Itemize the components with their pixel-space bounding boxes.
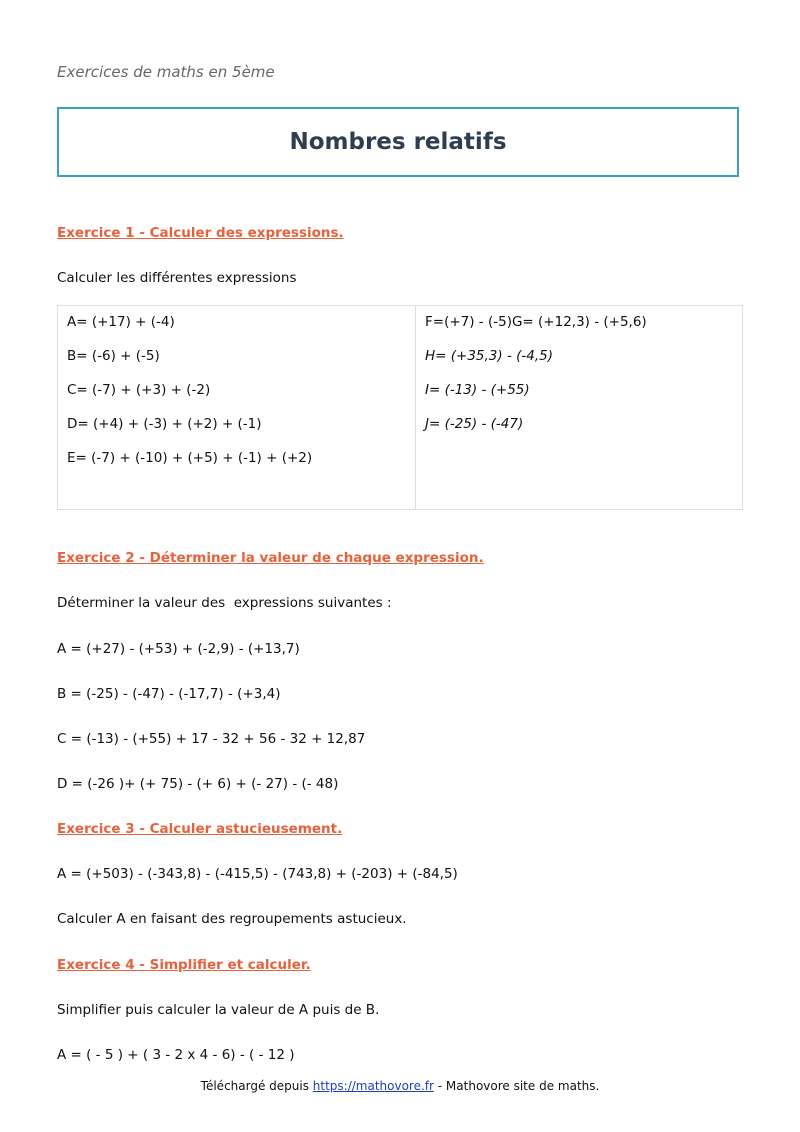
exercise-1-title: Exercice 1 - Calculer des expressions. bbox=[57, 225, 344, 241]
expression-b: B= (-6) + (-5) bbox=[67, 348, 160, 364]
exercise-1-table bbox=[57, 305, 743, 510]
exercise-4-instruction: Simplifier puis calculer la valeur de A puis de B. bbox=[57, 1002, 380, 1018]
footer-link[interactable]: https://mathovore.fr bbox=[312, 1079, 434, 1093]
expression-j: J= (-25) - (-47) bbox=[425, 416, 524, 432]
exercise-3-instruction: Calculer A en faisant des regroupements astucieux. bbox=[57, 911, 407, 927]
exercise-1-right-column bbox=[416, 306, 742, 509]
footer bbox=[0, 1079, 800, 1093]
header-note: Exercices de maths en 5ème bbox=[57, 63, 275, 81]
expression-c: C= (-7) + (+3) + (-2) bbox=[67, 382, 211, 398]
expression-d: D= (+4) + (-3) + (+2) + (-1) bbox=[67, 416, 262, 432]
exercise-2-line: D = (-26 )+ (+ 75) - (+ 6) + (- 27) - (- 48) bbox=[57, 776, 339, 792]
exercise-3-title: Exercice 3 - Calculer astucieusement. bbox=[57, 821, 343, 837]
page-title: Nombres relatifs bbox=[289, 129, 507, 155]
exercise-2-line: C = (-13) - (+55) + 17 - 32 + 56 - 32 + 12,87 bbox=[57, 731, 366, 747]
exercise-2-instruction: Déterminer la valeur des expressions suivantes : bbox=[57, 595, 392, 611]
expression-e: E= (-7) + (-10) + (+5) + (-1) + (+2) bbox=[67, 450, 313, 466]
exercise-4-expression: A = ( - 5 ) + ( 3 - 2 x 4 - 6) - ( - 12 ) bbox=[57, 1047, 295, 1063]
exercise-2-line: A = (+27) - (+53) + (-2,9) - (+13,7) bbox=[57, 641, 300, 657]
title-box bbox=[57, 107, 739, 177]
expression-i: I= (-13) - (+55) bbox=[425, 382, 530, 398]
footer-prefix: Téléchargé depuis bbox=[200, 1079, 313, 1093]
expression-f-g: F=(+7) - (-5)G= (+12,3) - (+5,6) bbox=[425, 314, 647, 330]
exercise-4-title: Exercice 4 - Simplifier et calculer. bbox=[57, 957, 311, 973]
exercise-2-line: B = (-25) - (-47) - (-17,7) - (+3,4) bbox=[57, 686, 281, 702]
exercise-3-expression: A = (+503) - (-343,8) - (-415,5) - (743,8) + (-203) + (-84,5) bbox=[57, 866, 458, 882]
footer-suffix: - Mathovore site de maths. bbox=[433, 1079, 600, 1093]
expression-a: A= (+17) + (-4) bbox=[67, 314, 175, 330]
expression-h: H= (+35,3) - (-4,5) bbox=[425, 348, 553, 364]
exercise-2-title: Exercice 2 - Déterminer la valeur de chaque expression. bbox=[57, 550, 484, 566]
exercise-1-instruction: Calculer les différentes expressions bbox=[57, 270, 297, 286]
exercise-1-left-column bbox=[58, 306, 416, 509]
